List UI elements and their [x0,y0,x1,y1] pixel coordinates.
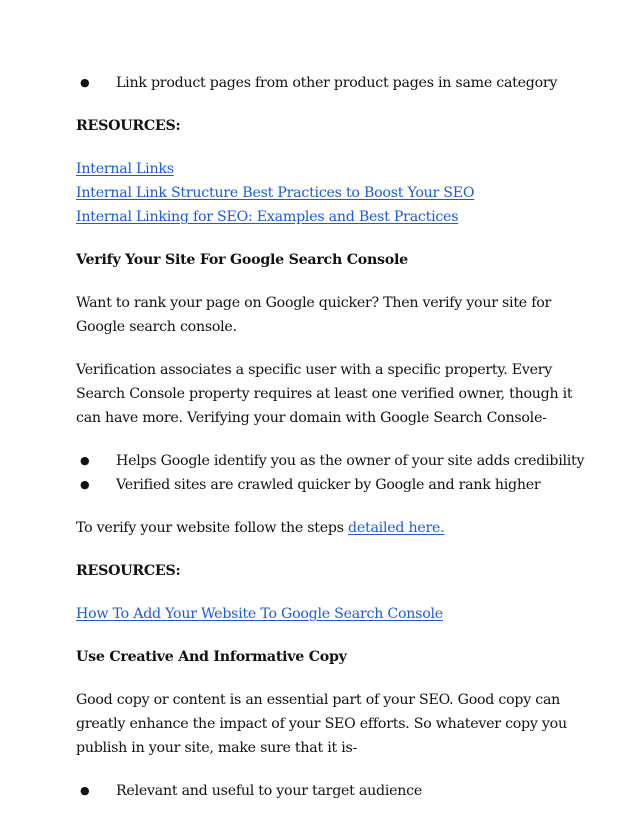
verify-paragraph-1: Want to rank your page on Google quicker? Then verify your site for Google search console. [76,295,552,335]
bullet-icon: ● [80,478,90,491]
list-item: ● Verified sites are crawled quicker by Google and rank higher [76,473,598,497]
section-heading-verify: Verify Your Site For Google Search Console [76,252,408,268]
resources-heading: RESOURCES: [76,563,181,579]
top-bullet-list [76,71,598,95]
list-item: ● Helps Google identify you as the owner of your site adds credibility [76,449,598,473]
link-add-website-search-console[interactable]: How To Add Your Website To Google Search Console [76,606,443,622]
link-internal-linking-seo[interactable]: Internal Linking for SEO: Examples and Best Practices [76,209,459,225]
bullet-icon: ● [80,76,90,89]
list-item: ● Link product pages from other product pages in same category [76,71,598,95]
link-internal-link-structure[interactable]: Internal Link Structure Best Practices to Boost Your SEO [76,185,475,201]
link-internal-links[interactable]: Internal Links [76,161,174,177]
copy-bullet-list [76,779,598,803]
copy-paragraph: Good copy or content is an essential part of your SEO. Good copy can greatly enhance the impact of your SEO efforts. So whatever copy you publish in your site, make sure that it is- [76,692,567,756]
section-heading-copy: Use Creative And Informative Copy [76,649,347,665]
resources-links [76,157,598,229]
bullet-icon: ● [80,454,90,467]
list-item: ● Relevant and useful to your target audience [76,779,598,803]
detailed-here-link[interactable]: detailed here. [348,520,445,536]
verify-steps-line: To verify your website follow the steps detailed here. [76,520,445,536]
verify-paragraph-2: Verification associates a specific user with a specific property. Every Search Console property requires at least one verified owner, though it can have more. Verifying your domain with Google Search Console- [76,362,573,426]
bullet-icon: ● [80,784,90,797]
resources-heading: RESOURCES: [76,118,181,134]
verify-bullet-list [76,449,598,497]
